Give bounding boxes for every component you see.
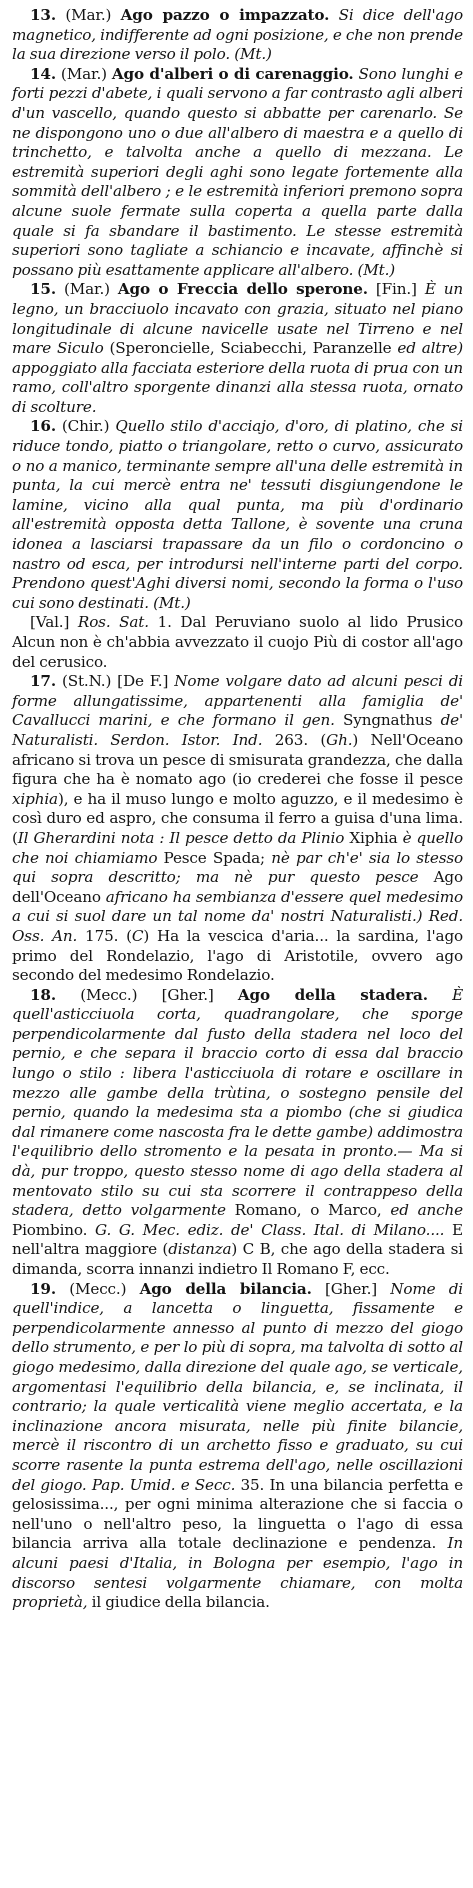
entry-14: 14. (Mar.) Ago d'alberi o di carenaggio. Sono lunghi e forti pezzi d'abete, i quali servono a far contrasto agli alberi d'un vascello, quando questo si abbatte per carenarlo. Se ne dispongono uno o due all'albero di maestra e a quello di trinchetto, e talvolta anche a quello di mezzana. Le estremità superiori degli aghi sono legate fortemente alla sommità dell'albero ; e le estremità inferiori premono sopra alcune suole fermate sulla coperta a quella parte dalla quale si fa sbandare il bastimento. Le stesse estremità superiori sono tagliate a schiancio e incavate, affinchè si possano più esattamente applicare all'albero. (Mt.) — [12, 64, 464, 279]
entry-number: 19. — [30, 1279, 56, 1298]
entry-18: 18. (Mecc.) [Gher.] Ago della stadera. È quell'asticciuola corta, quadrangolare, che sporge perpendicolarmente dal fusto della stadera nel loco del pernio, e che separa il braccio corto di essa dal braccio lungo o stilo : libera l'asticciuola di rotare e oscillare in mezzo alle gambe della trùtina, o sostegno pensile del pernio, quando la medesima sta a piombo (che si giudica dal rimanere come nascosta fra le dette gambe) addimostra l'equilibrio dello stromento e la pesata in pronto.— Ma si dà, pur troppo, questo stesso nome di ago della stadera al mentovato stilo su cui sta scorrere il contrappeso della stadera, detto volgarmente Romano, o Marco, ed anche Piombino. G. G. Mec. ediz. de' Class. Ital. di Milano.... E nell'altra maggiore (distanza) C B, che ago della stadera si dimanda, scorra innanzi indietro Il Romano F, ecc. — [12, 985, 464, 1278]
entry-number: 17. — [30, 672, 56, 691]
entry-16-citation: [Val.] Ros. Sat. 1. Dal Peruviano suolo al lido Prusico Alcun non è ch'abbia avvezzato il cuojo Più di costor all'ago del cerusico. — [12, 613, 463, 671]
entry-number: 15. — [30, 280, 56, 299]
entry-headword: Ago pazzo o impazzato. — [120, 6, 330, 24]
entry-headword: Ago della bilancia. — [139, 1279, 312, 1298]
entry-headword: Ago o Freccia dello sperone. — [117, 280, 368, 299]
entry-17: 17. (St.N.) [De F.] Nome volgare dato ad alcuni pesci di forme allungatissime, appartenenti alla famiglia de' Cavallucci marini, e che formano il gen. Syngnathus de' Naturalisti. Serdon. Istor. Ind. 263. (Gh.) Nell'Oceano africano si trova un pesce di smisurata grandezza, che dalla figura che ha è nomato ago (io crederei che fosse il pesce xiphia), e ha il muso lungo e molto aguzzo, e il medesimo è così duro ed aspro, che consuma il ferro a guisa d'una lima. (Il Gherardini nota : Il pesce detto da Plinio Xiphia è quello che noi chiamiamo Pesce Spada; nè par ch'e' sia lo stesso qui sopra descritto; ma nè pur questo pesce Ago dell'Oceano africano ha sembianza d'essere quel medesimo a cui si suol dare un tal nome da' nostri Naturalisti.) Red. Oss. An. 175. (C) Ha la vescica d'aria... la sardina, l'ago primo del Rondelazio, l'ago di Aristotile, ovvero ago secondo del medesimo Rondelazio. — [12, 672, 464, 985]
entry-number: 13. — [30, 6, 56, 24]
entry-number: 16. — [30, 417, 56, 436]
entry-15: 15. (Mar.) Ago o Freccia dello sperone. [Fin.] È un legno, un bracciuolo incavato con grazia, situato nel piano longitudinale di alcune navicelle usate nel Tirreno e nel mare Siculo (Speroncielle, Sciabecchi, Paranzelle ed altre) appoggiato alla facciata esteriore della ruota di prua con un ramo, coll'altro sporgente dinanzi alla stessa ruota, ornato di scolture. — [12, 280, 463, 416]
entry-headword: Ago della stadera. — [237, 985, 428, 1004]
entry-number: 18. — [30, 985, 56, 1004]
entry-headword: Ago d'alberi o di carenaggio. — [111, 64, 354, 83]
entry-16: 16. (Chir.) Quello stilo d'acciajo, d'oro, di platino, che si riduce tondo, piatto o triangolare, retto o curvo, assicurato o no a manico, terminante sempre all'una delle estremità in punta, la cui mercè entra ne' tessuti disgiungendone le lamine, vicino alla qual punta, ma più d'ordinario all'estremità opposta detta Tallone, è sovente una cruna idonea a lasciarsi trapassare da un filo o cordoncino o nastro od esca, per introdursi nell'interne parti del corpo. Prendono quest'Aghi diversi nomi, secondo la forma o l'uso cui sono destinati. (Mt.) — [12, 417, 463, 612]
entry-number: 14. — [30, 64, 56, 83]
entry-19: 19. (Mecc.) Ago della bilancia. [Gher.] Nome di quell'indice, a lancetta o linguetta, fissamente e perpendicolarmente annesso al punto di mezzo del giogo dello strumento, e per lo più di sopra, ma talvolta di sotto al giogo medesimo, dalla direzione del quale ago, se verticale, argomentasi l'equilibrio della bilancia, e, se inclinata, il contrario; la quale verticalità viene meglio accertata, e la inclinazione ancora misurata, nelle più finite bilancie, mercè il riscontro di un archetto fisso e graduato, su cui scorre rasente la punta estrema dell'ago, nelle oscillazioni del giogo. Pap. Umid. e Secc. 35. In una bilancia perfetta e gelosissima..., per ogni minima alterazione che si faccia o nell'uno o nell'altro peso, la linguetta o l'ago di essa bilancia arriva alla totale declinazione e pendenza. In alcuni paesi d'Italia, in Bologna per esempio, l'ago in discorso sentesi volgarmente chiamare, con molta proprietà, il giudice della bilancia. — [12, 1279, 463, 1612]
entry-13: 13. (Mar.) Ago pazzo o impazzato. Si dice dell'ago magnetico, indifferente ad ogni posizione, e che non prende la sua direzione verso il polo. (Mt.) — [12, 6, 463, 64]
